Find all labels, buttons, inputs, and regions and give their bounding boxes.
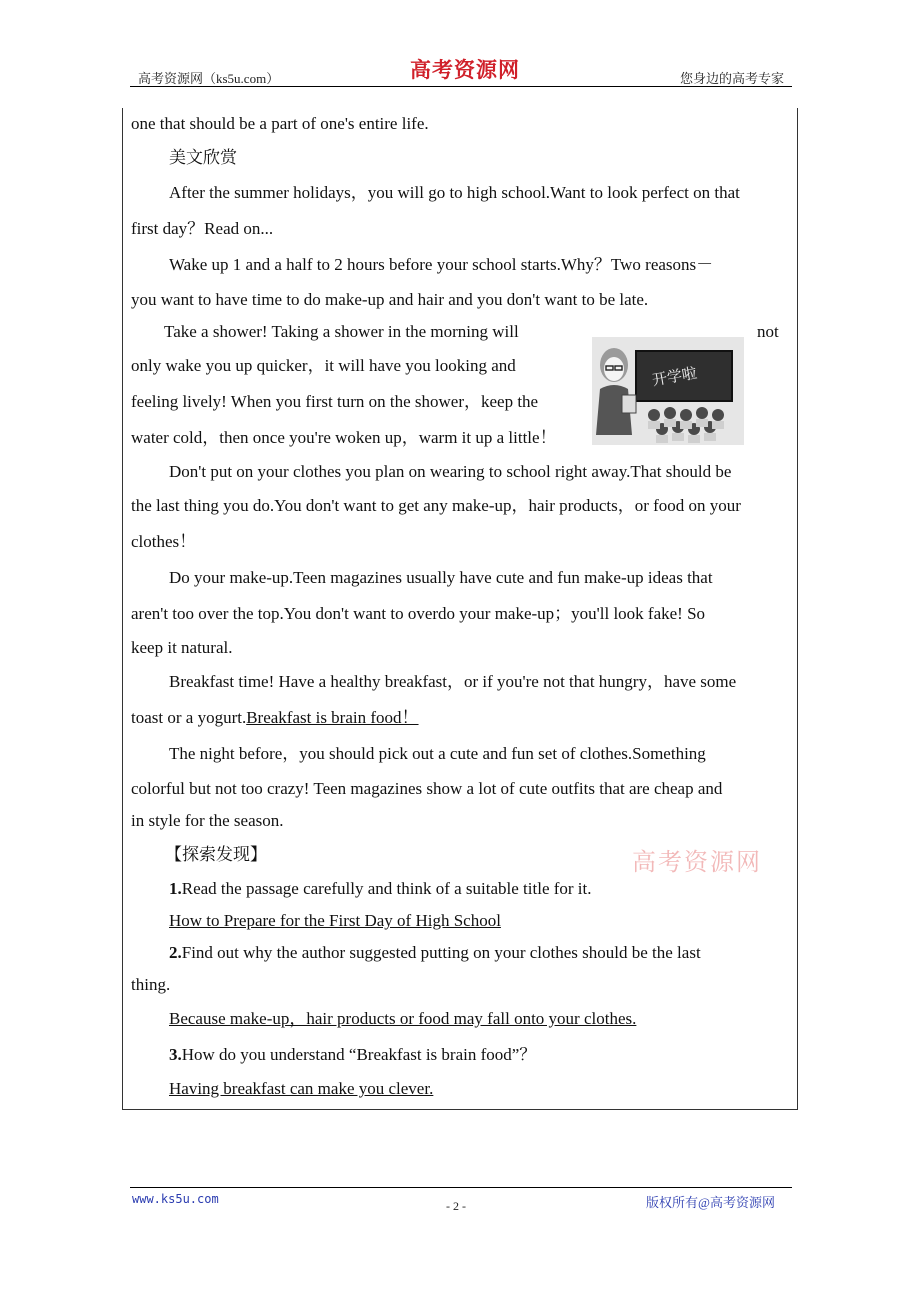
question-number: 3. (169, 1045, 182, 1064)
classroom-illustration-svg (592, 337, 744, 445)
header-divider (130, 86, 792, 87)
section-heading: 【探索发现】 (165, 845, 267, 864)
text-line: Take a shower! Taking a shower in the morning will (164, 322, 519, 341)
question-number: 2. (169, 943, 182, 962)
section-heading: 美文欣赏 (169, 148, 237, 167)
underlined-text: Breakfast is brain food！ (246, 708, 419, 727)
page-number: - 2 - (446, 1199, 466, 1213)
question-text: Read the passage carefully and think of a suitable title for it. (181, 879, 592, 898)
text-line: Don't put on your clothes you plan on wearing to school right away.That should be (169, 462, 732, 481)
question-1 (169, 878, 592, 900)
text-line: aren't too over the top.You don't want to overdo your make-up；you'll look fake! So (131, 604, 706, 623)
board-text: 开学啦 (650, 363, 699, 390)
text-line (131, 707, 419, 729)
answer-2: Because make‑up，hair products or food may fall onto your clothes. (169, 1009, 637, 1028)
text-line: keep it natural. (131, 638, 233, 657)
text-fragment: toast or a yogurt. (131, 708, 247, 727)
text-line: After the summer holidays，you will go to high school.Want to look perfect on that (169, 183, 740, 202)
text-line: thing. (131, 975, 171, 994)
text-line: in style for the season. (131, 811, 284, 830)
text-line: the last thing you do.You don't want to get any make-up，hair products，or food on your (131, 496, 741, 515)
text-line: The night before，you should pick out a cute and fun set of clothes.Something (169, 744, 706, 763)
header-slogan: 您身边的高考专家 (679, 71, 784, 86)
footer-copyright: 版权所有@高考资源网 (646, 1195, 775, 1210)
text-line: Do your make‑up.Teen magazines usually have cute and fun make‑up ideas that (169, 568, 713, 587)
question-2 (169, 942, 701, 964)
text-line: one that should be a part of one's entire life. (131, 114, 429, 133)
header-logo: 高考资源网 (410, 58, 520, 82)
text-line: you want to have time to do make-up and hair and you don't want to be late. (131, 290, 649, 309)
text-line: only wake you up quicker，it will have you looking and (131, 356, 516, 375)
question-3 (169, 1044, 536, 1066)
answer-1: How to Prepare for the First Day of High School (169, 911, 501, 930)
watermark: 高考资源网 (632, 848, 762, 876)
text-line: feeling lively! When you first turn on the shower，keep the (131, 392, 539, 411)
text-line: first day？Read on... (131, 219, 274, 238)
text-line: not (757, 322, 779, 341)
page-header (130, 52, 790, 86)
teacher-illustration (592, 337, 744, 445)
text-line: Wake up 1 and a half to 2 hours before your school starts.Why？Two reasons－ (169, 255, 714, 274)
text-line: clothes！ (131, 532, 197, 551)
header-site-name: 高考资源网（ks5u.com） (138, 71, 280, 86)
footer-divider (130, 1187, 792, 1188)
footer-url-link[interactable]: www.ks5u.com (132, 1192, 219, 1206)
question-text: Find out why the author suggested putting on your clothes should be the last (181, 943, 701, 962)
text-line: Breakfast time! Have a healthy breakfast，or if you're not that hungry，have some (169, 672, 737, 691)
text-line: water cold，then once you're woken up，warm it up a little！ (131, 428, 557, 447)
answer-3: Having breakfast can make you clever. (169, 1079, 434, 1098)
question-number: 1. (169, 879, 182, 898)
text-line: colorful but not too crazy! Teen magazines show a lot of cute outfits that are cheap and (131, 779, 723, 798)
question-text: How do you understand “Breakfast is brain food”？ (181, 1045, 537, 1064)
